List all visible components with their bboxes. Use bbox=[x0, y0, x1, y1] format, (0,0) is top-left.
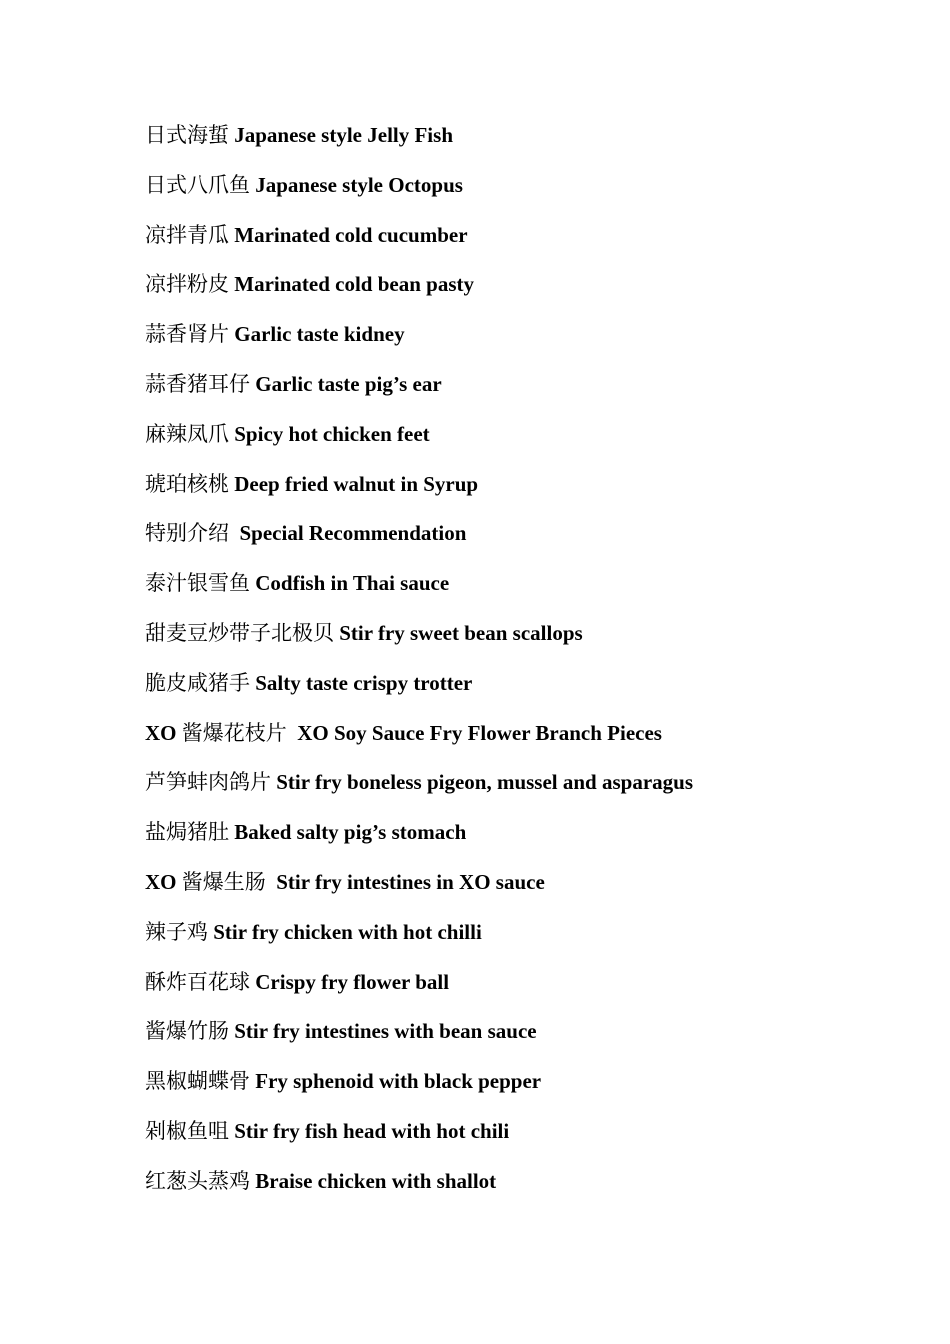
dish-english-name: Japanese style Jelly Fish bbox=[234, 123, 453, 147]
dish-chinese-name: 芦笋蚌肉鸽片 bbox=[145, 770, 271, 795]
dish-english-name: Spicy hot chicken feet bbox=[234, 421, 430, 446]
dish-chinese-name: 凉拌粉皮 bbox=[145, 272, 229, 297]
dish-english-name: Marinated cold bean pasty bbox=[234, 272, 475, 297]
dish-chinese-name: 琥珀核桃 bbox=[145, 471, 229, 496]
menu-item bbox=[145, 270, 925, 320]
dish-english-name: Braise chicken with shallot bbox=[255, 1168, 497, 1193]
dish-chinese-name: 蒜香猪耳仔 bbox=[145, 371, 250, 396]
menu-list bbox=[145, 121, 925, 1217]
menu-item bbox=[145, 1167, 925, 1217]
menu-item bbox=[145, 818, 925, 868]
dish-english-name: Deep fried walnut in Syrup bbox=[234, 471, 479, 496]
dish-chinese-name: 日式海蜇 bbox=[145, 123, 229, 147]
dish-english-name: Baked salty pig’s stomach bbox=[234, 820, 467, 845]
dish-english-name: Japanese style Octopus bbox=[255, 172, 463, 197]
menu-item bbox=[145, 768, 925, 818]
dish-chinese-name: 泰汁银雪鱼 bbox=[145, 571, 250, 596]
dish-english-name: Stir fry sweet bean scallops bbox=[339, 620, 583, 645]
dish-chinese-name: 蒜香肾片 bbox=[145, 322, 229, 347]
dish-chinese-name: 甜麦豆炒带子北极贝 bbox=[145, 620, 334, 645]
menu-item bbox=[145, 569, 925, 619]
dish-chinese-name: 麻辣凤爪 bbox=[145, 421, 229, 446]
dish-english-name: Stir fry boneless pigeon, mussel and asparagus bbox=[276, 770, 694, 795]
section-heading-english: Special Recommendation bbox=[234, 521, 467, 546]
menu-item bbox=[145, 121, 925, 171]
dish-chinese-name: 酱爆花枝片 bbox=[181, 720, 287, 745]
dish-chinese-name: 红葱头蒸鸡 bbox=[145, 1168, 250, 1193]
menu-item bbox=[145, 221, 925, 271]
dish-english-name: XO Soy Sauce Fry Flower Branch Pieces bbox=[292, 720, 662, 745]
dish-english-name: Stir fry chicken with hot chilli bbox=[213, 919, 482, 944]
menu-item bbox=[145, 370, 925, 420]
dish-chinese-name: 酱爆生肠 bbox=[181, 869, 266, 894]
menu-item bbox=[145, 470, 925, 520]
dish-chinese-name: 酱爆竹肠 bbox=[145, 1019, 229, 1044]
menu-item bbox=[145, 1117, 925, 1167]
menu-item bbox=[145, 918, 925, 968]
dish-english-name: Stir fry intestines with bean sauce bbox=[234, 1019, 537, 1044]
section-heading-chinese: 特别介绍 bbox=[145, 521, 229, 546]
dish-english-name: Stir fry intestines in XO sauce bbox=[271, 869, 545, 894]
dish-chinese-name: 日式八爪鱼 bbox=[145, 172, 250, 197]
dish-english-name: Codfish in Thai sauce bbox=[255, 571, 450, 596]
dish-chinese-name: 酥炸百花球 bbox=[145, 969, 250, 994]
menu-item bbox=[145, 968, 925, 1018]
dish-english-name: Stir fry fish head with hot chili bbox=[234, 1118, 510, 1143]
menu-item bbox=[145, 1067, 925, 1117]
dish-english-name: Garlic taste pig’s ear bbox=[255, 371, 442, 396]
menu-item bbox=[145, 719, 925, 769]
dish-english-name: Crispy fry flower ball bbox=[255, 969, 450, 994]
dish-prefix: XO bbox=[145, 720, 177, 745]
menu-item bbox=[145, 420, 925, 470]
dish-chinese-name: 凉拌青瓜 bbox=[145, 222, 229, 247]
menu-item bbox=[145, 868, 925, 918]
dish-english-name: Marinated cold cucumber bbox=[234, 222, 468, 247]
dish-chinese-name: 辣子鸡 bbox=[145, 919, 208, 944]
menu-item bbox=[145, 1017, 925, 1067]
dish-english-name: Garlic taste kidney bbox=[234, 322, 405, 347]
menu-item bbox=[145, 320, 925, 370]
section-heading-special bbox=[145, 519, 925, 569]
dish-chinese-name: 盐焗猪肚 bbox=[145, 820, 229, 845]
menu-item bbox=[145, 619, 925, 669]
dish-english-name: Salty taste crispy trotter bbox=[255, 670, 473, 695]
dish-english-name: Fry sphenoid with black pepper bbox=[255, 1069, 542, 1094]
dish-prefix: XO bbox=[145, 869, 177, 894]
dish-chinese-name: 黑椒蝴蝶骨 bbox=[145, 1069, 250, 1094]
dish-chinese-name: 剁椒鱼咀 bbox=[145, 1118, 229, 1143]
dish-chinese-name: 脆皮咸猪手 bbox=[145, 670, 250, 695]
menu-item bbox=[145, 171, 925, 221]
menu-item bbox=[145, 669, 925, 719]
